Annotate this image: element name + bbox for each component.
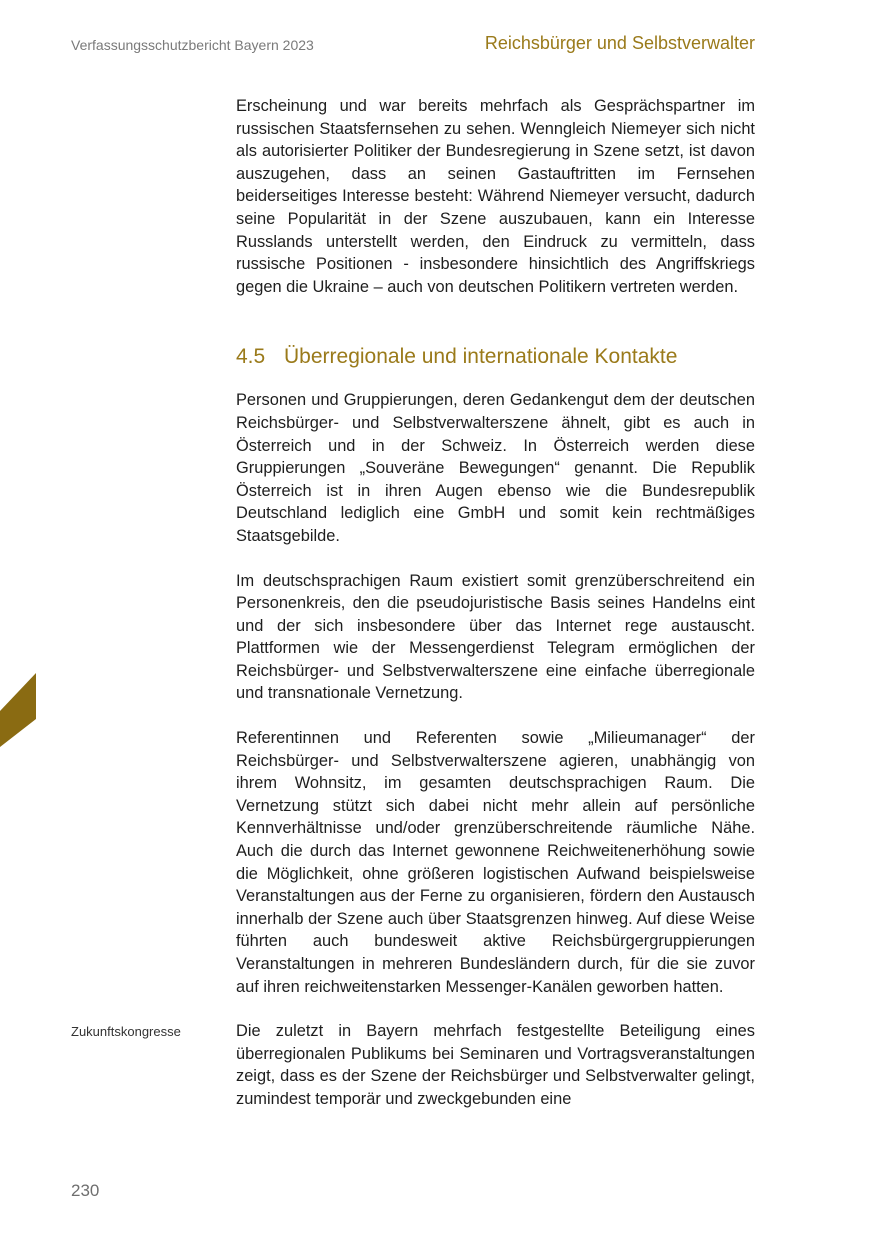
paragraph: Referentinnen und Referenten sowie „Milieumanager“ der Reichsbürger- und Selbstverwalterszene agieren, unabhängig von ihrem Wohnsitz, im gesamten deutschsprachigen Raum. Die Vernetzung stützt sich dabei nicht mehr allein auf persönliche Kennverhältnisse und/oder grenzüberschreitende räumliche Nähe. Auch die durch das Internet gewonnene Reichweitenerhöhung sowie die Möglichkeit, ohne größeren logistischen Aufwand beispielsweise Veranstaltungen aus der Ferne zu organisieren, fördern den Austausch innerhalb der Szene auch über Staatsgrenzen hinweg. Auf diese Weise führten auch bundesweit aktive Reichsbürgergruppierungen Veranstaltungen in mehreren Bundesländern durch, für die sie zuvor auf ihren reichweitenstarken Messenger-Kanälen geworben hatten. — [236, 729, 755, 996]
paragraph: Im deutschsprachigen Raum existiert somit grenzüberschreitend ein Personenkreis, den die pseudojuristische Basis seines Handelns eint und der sich insbesondere über das Internet rege austauscht. Plattformen wie der Messengerdienst Telegram ermöglichen der Reichsbürger- und Selbstverwalterszene eine einfache überregionale und transnationale Vernetzung. — [236, 571, 755, 703]
running-header-publication: Verfassungsschutzbericht Bayern 2023 — [71, 37, 314, 53]
page-number: 230 — [71, 1181, 100, 1200]
paragraph-zukunftskongresse: Die zuletzt in Bayern mehrfach festgestellte Beteiligung eines überregionalen Publikums bei Seminaren und Vortragsveranstaltungen zeigt, dass es der Szene der Reichsbürger und Selbstverwalter gelingt, zumindest temporär und zweckgebunden eine — [236, 1022, 755, 1108]
section-number: 4.5 — [236, 345, 266, 369]
paragraph: Personen und Gruppierungen, deren Gedankengut dem der deutschen Reichsbürger- und Selbstverwalterszene ähnelt, gibt es auch in Österreich und in der Schweiz. In Österreich werden diese Gruppierungen „Souveräne Bewegungen“ genannt. Die Republik Österreich ist in ihren Augen ebenso wie die Bundesrepublik Deutschland lediglich eine GmbH und somit kein rechtmäßiges Staatsgebilde. — [236, 391, 755, 545]
running-header-chapter: Reichsbürger und Selbstverwalter — [484, 33, 755, 53]
section-heading — [236, 343, 755, 371]
chapter-tab-marker — [0, 673, 36, 747]
paragraph-continued: Erscheinung und war bereits mehrfach als Gesprächspartner im russischen Staatsfernsehen zu sehen. Wenngleich Niemeyer sich nicht als autorisierter Politiker der Bundesregierung in Szene setzt, ist davon auszugehen, dass an seinen Gastauftritten im Fernsehen beiderseitiges Interesse besteht: Während Niemeyer versucht, dadurch seine Popularität in der Szene auszubauen, kann ein Interesse Russlands unterstellt werden, den Eindruck zu vermitteln, dass russische Positionen - insbesondere hinsichtlich des Angriffskriegs gegen die Ukraine – auch von deutschen Politikern vertreten werden. — [236, 97, 755, 296]
main-text-column — [236, 95, 755, 1111]
section-title: Überregionale und internationale Kontakte — [284, 345, 678, 369]
margin-note: Zukunftskongresse — [71, 1024, 181, 1040]
